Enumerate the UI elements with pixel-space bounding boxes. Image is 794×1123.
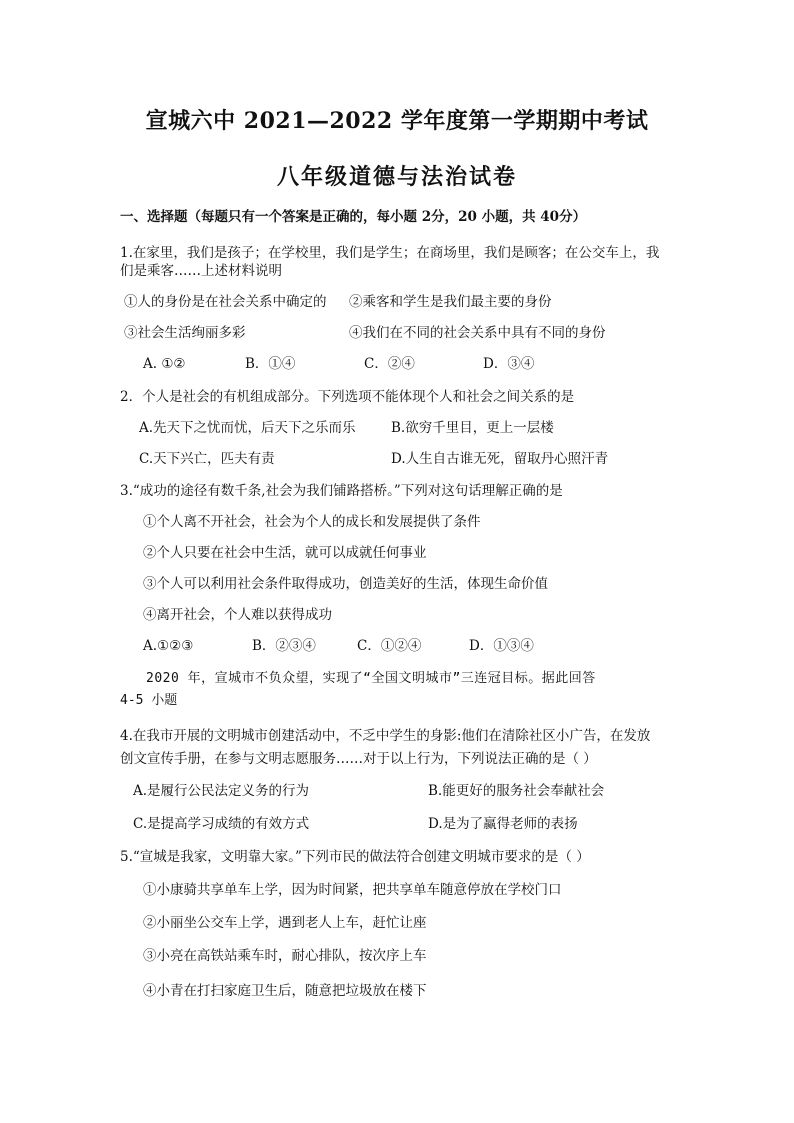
q3-option-c: C．①②④ (357, 638, 422, 654)
q3-statement-2: ②个人只要在社会中生活，就可以成就任何事业 (143, 545, 427, 561)
q5-statement-1: ①小康骑共享单车上学，因为时间紧，把共享单车随意停放在学校门口 (143, 882, 562, 898)
q5-stem: 5.“宣城是我家，文明靠大家。”下列市民的做法符合创建文明城市要求的是（ ） (120, 849, 590, 865)
q1-statement-4: ④我们在不同的社会关系中具有不同的身份 (349, 325, 606, 341)
exam-subtitle: 八年级道德与法治试卷 (276, 164, 517, 190)
q2-option-d: D.人生自古谁无死，留取丹心照汗青 (391, 451, 609, 467)
q4-option-a: A.是履行公民法定义务的行为 (133, 783, 310, 799)
q1-statement-2: ②乘客和学生是我们最主要的身份 (349, 294, 552, 310)
exam-title: 宣城六中 2021—2022 学年度第一学期期中考试 (145, 108, 649, 134)
q2-option-c: C.天下兴亡，匹夫有责 (139, 451, 275, 467)
q4-option-d: D.是为了赢得老师的表扬 (428, 816, 578, 832)
q3-option-b: B．②③④ (252, 638, 316, 654)
q5-statement-4: ④小青在打扫家庭卫生后，随意把垃圾放在楼下 (143, 983, 427, 999)
q1-option-d: D．③④ (483, 356, 535, 372)
q1-statement-1: ①人的身份是在社会关系中确定的 (124, 294, 327, 310)
material-line2: 4-5 小题 (120, 693, 178, 708)
q3-stem: 3.“成功的途径有数千条,社会为我们铺路搭桥。”下列对这句话理解正确的是 (120, 483, 563, 499)
q1-stem-line2: 们是乘客……上述材料说明 (120, 263, 282, 279)
q2-option-b: B.欲穷千里目，更上一层楼 (391, 420, 554, 436)
q5-statement-2: ②小丽坐公交车上学，遇到老人上车，赶忙让座 (143, 915, 427, 931)
material-line1: 2020 年，宣城市不负众望，实现了“全国文明城市”三连冠目标。据此回答 (146, 671, 596, 686)
q2-stem: 2．个人是社会的有机组成部分。下列选项不能体现个人和社会之间关系的是 (120, 389, 575, 405)
q1-option-b: B．①④ (245, 356, 296, 372)
q3-statement-1: ①个人离不开社会，社会为个人的成长和发展提供了条件 (143, 514, 481, 530)
q4-option-b: B.能更好的服务社会奉献社会 (428, 783, 605, 799)
q1-statement-3: ③社会生活绚丽多彩 (124, 325, 246, 341)
q4-option-c: C.是提高学习成绩的有效方式 (133, 816, 310, 832)
q4-stem-line2: 创文宣传手册，在参与文明志愿服务……对于以上行为，下列说法正确的是（ ） (120, 751, 597, 767)
q1-option-a: A. ①② (143, 356, 186, 372)
q2-option-a: A.先天下之忧而忧，后天下之乐而乐 (139, 420, 356, 436)
q3-option-d: D．①③④ (469, 638, 534, 654)
q3-statement-3: ③个人可以利用社会条件取得成功，创造美好的生活，体现生命价值 (143, 576, 548, 592)
q1-option-c: C．②④ (364, 356, 415, 372)
q4-stem-line1: 4.在我市开展的文明城市创建活动中，不乏中学生的身影:他们在清除社区小广告，在发放 (120, 728, 651, 744)
q3-option-a: A.①②③ (143, 638, 194, 654)
q5-statement-3: ③小亮在高铁站乘车时，耐心排队，按次序上车 (143, 948, 427, 964)
q1-stem-line1: 1.在家里，我们是孩子；在学校里，我们是学生；在商场里，我们是顾客；在公交车上，我 (120, 245, 660, 261)
section-heading: 一、选择题（每题只有一个答案是正确的，每小题 2分，20 小题，共 40分） (120, 209, 587, 225)
q3-statement-4: ④离开社会，个人难以获得成功 (143, 607, 332, 623)
